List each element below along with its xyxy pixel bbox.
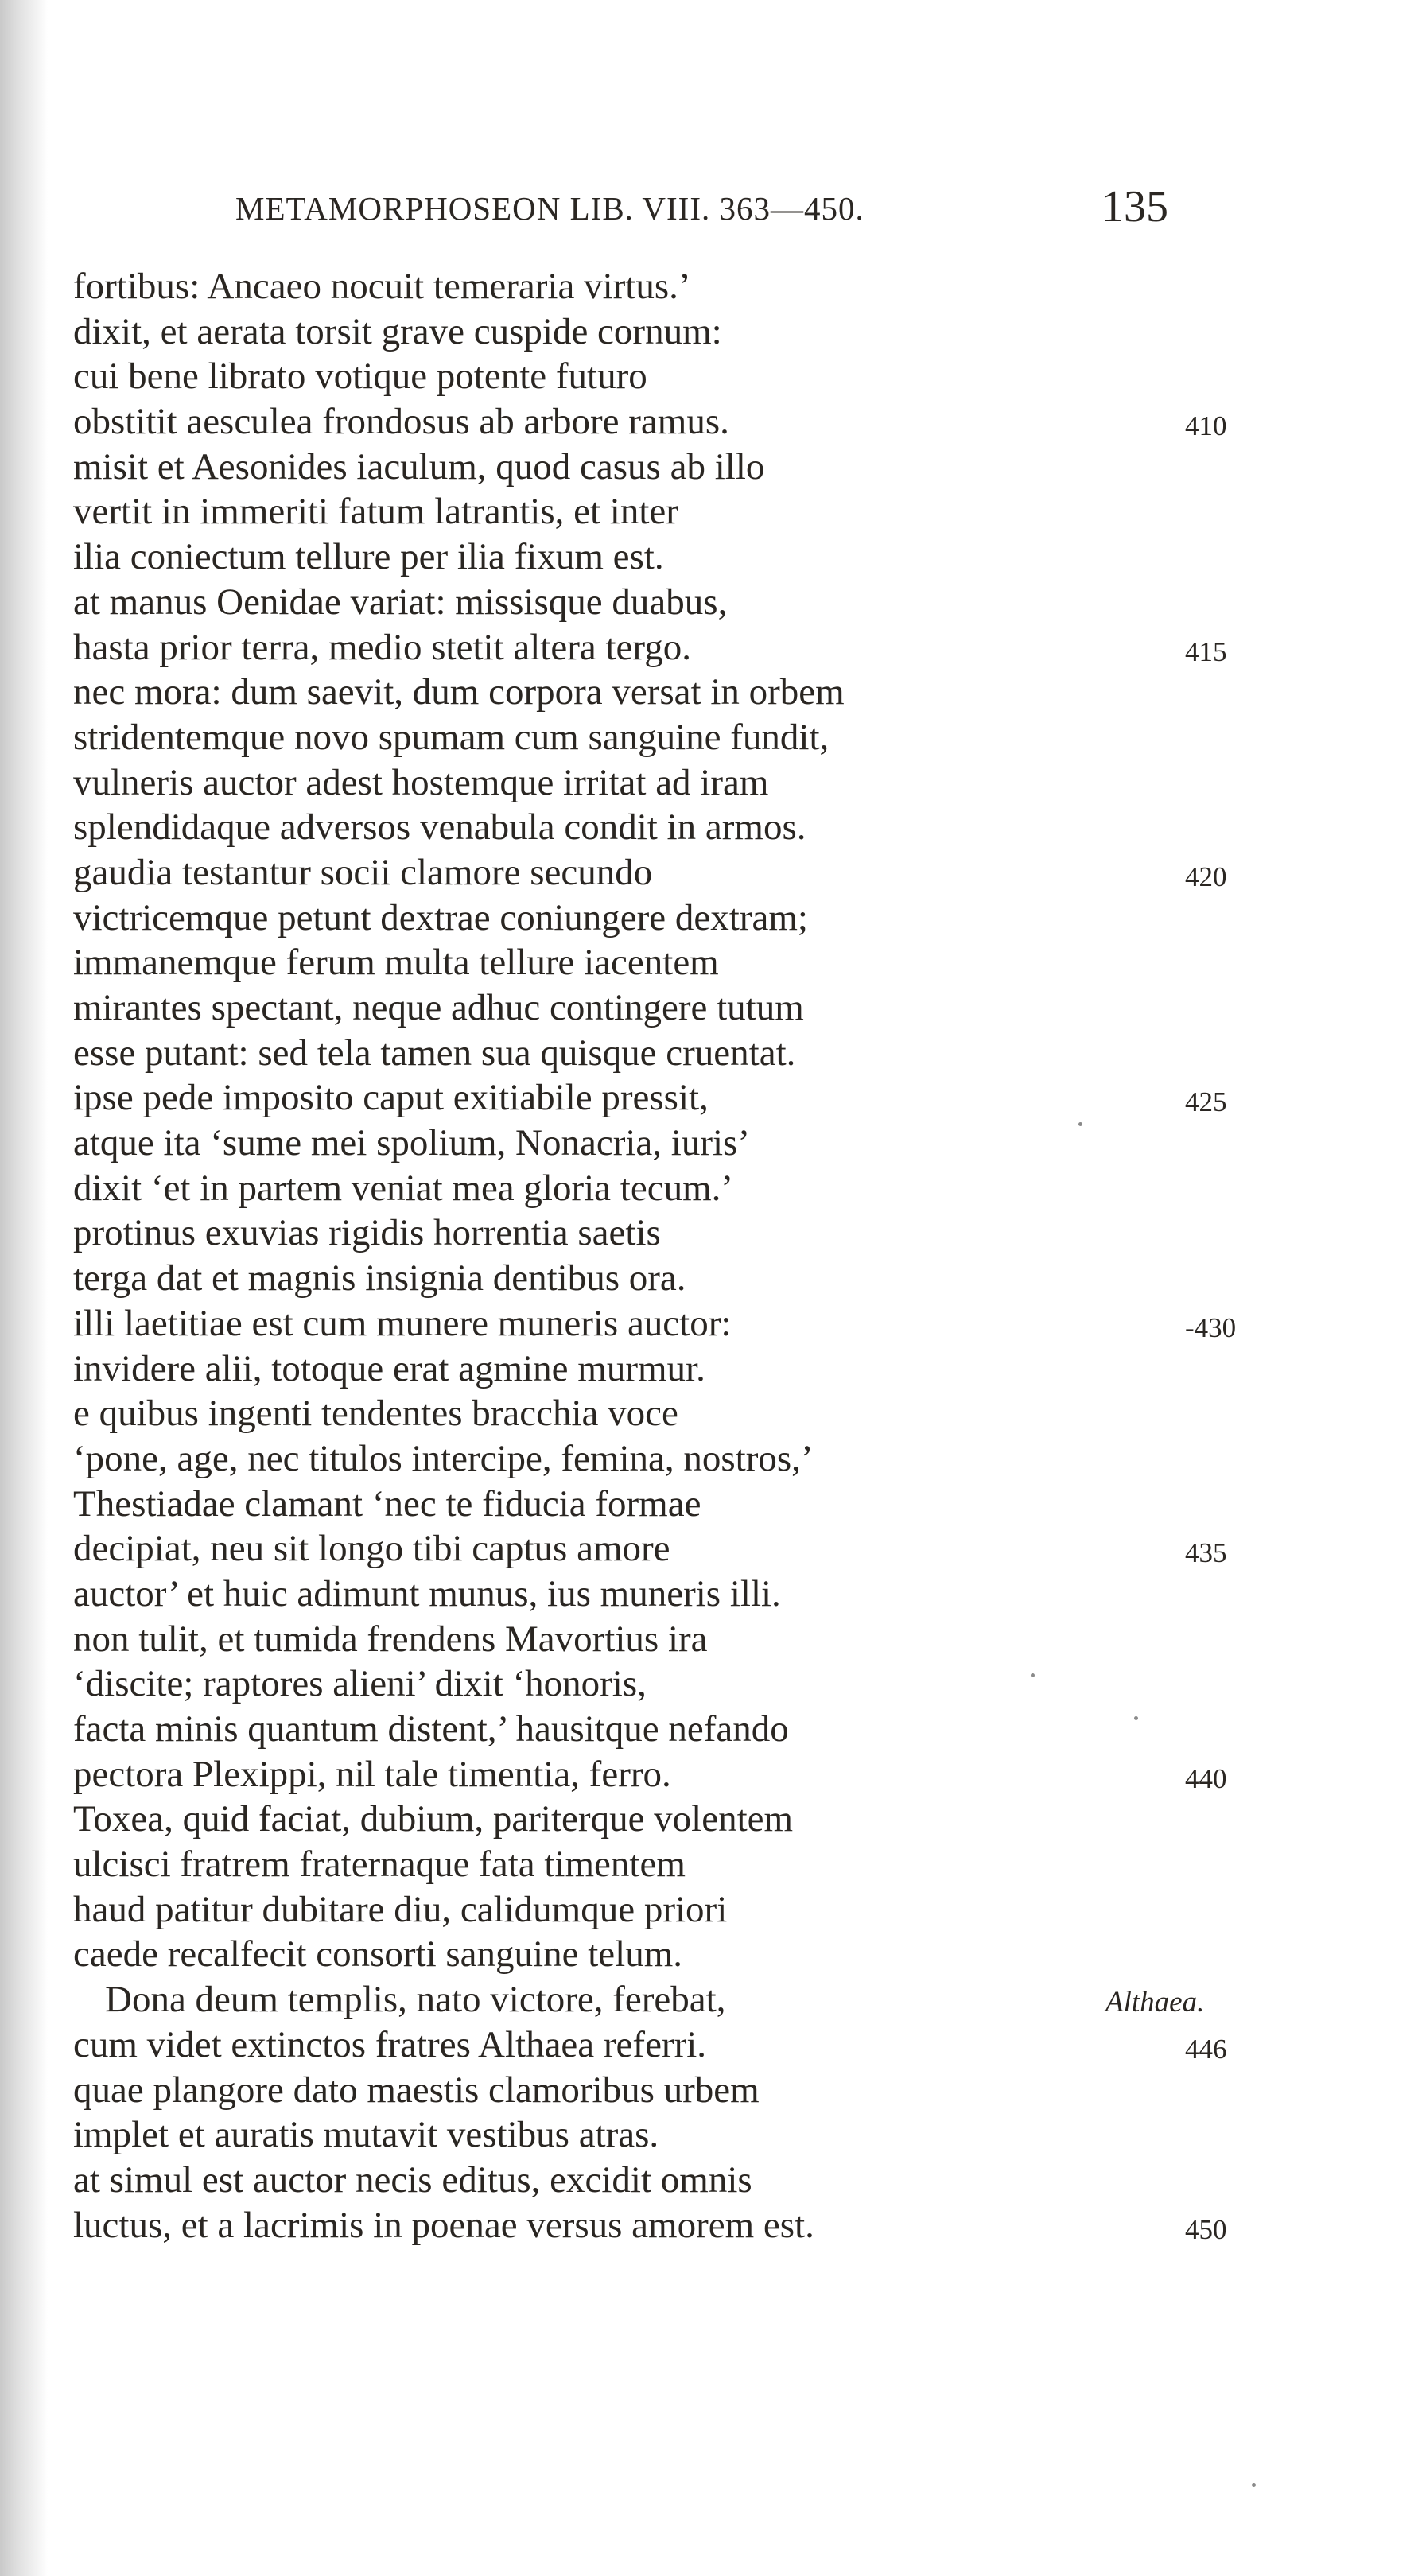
verse-line — [0, 760, 1422, 806]
verse-text: at manus Oenidae variat: missisque duabus, — [73, 581, 728, 623]
verse-text: gaudia testantur socii clamore secundo — [73, 851, 653, 893]
verse-text: cum videt extinctos fratres Althaea referri. — [73, 2023, 707, 2065]
verse-line — [0, 805, 1422, 850]
verse-text: protinus exuvias rigidis horrentia saetis — [73, 1212, 661, 1254]
verse-line — [0, 534, 1422, 580]
verse-line — [0, 580, 1422, 625]
verse-line — [0, 1301, 1422, 1346]
verse-line — [0, 1932, 1422, 1977]
line-number: 450 — [1185, 2213, 1227, 2245]
verse-line — [0, 309, 1422, 355]
verse-line — [0, 264, 1422, 309]
verse-line — [0, 625, 1422, 670]
line-number: 415 — [1185, 635, 1227, 667]
verse-text: luctus, et a lacrimis in poenae versus amorem est. — [73, 2204, 814, 2246]
verse-line — [0, 1482, 1422, 1527]
verse-text: invidere alii, totoque erat agmine murmur. — [73, 1347, 705, 1389]
verse-text: vertit in immeriti fatum latrantis, et inter — [73, 491, 678, 533]
poem-text — [0, 264, 1422, 2248]
scan-speck — [1031, 1673, 1035, 1677]
verse-line — [0, 1346, 1422, 1392]
verse-text: esse putant: sed tela tamen sua quisque cruentat. — [73, 1032, 796, 1074]
verse-line — [0, 2022, 1422, 2068]
verse-line — [0, 489, 1422, 534]
verse-line — [0, 1210, 1422, 1256]
verse-text: quae plangore dato maestis clamoribus urbem — [73, 2069, 760, 2111]
line-number: 420 — [1185, 861, 1227, 892]
verse-line — [0, 715, 1422, 760]
verse-text: misit et Aesonides iaculum, quod casus ab illo — [73, 445, 765, 488]
verse-text: dixit ‘et in partem veniat mea gloria tecum.’ — [73, 1167, 734, 1209]
verse-text: decipiat, neu sit longo tibi captus amore — [73, 1528, 670, 1570]
line-number: 446 — [1185, 2033, 1227, 2065]
verse-line — [0, 1436, 1422, 1482]
verse-text: Thestiadae clamant ‘nec te fiducia formae — [73, 1482, 701, 1525]
verse-text: splendidaque adversos venabula condit in armos. — [73, 806, 806, 849]
verse-text: vulneris auctor adest hostemque irritat ad iram — [73, 761, 769, 803]
verse-text: hasta prior terra, medio stetit altera tergo. — [73, 626, 691, 668]
verse-text: ilia coniectum tellure per ilia fixum est. — [73, 536, 664, 578]
scan-speck — [1252, 2483, 1256, 2487]
verse-text: e quibus ingenti tendentes bracchia voce — [73, 1393, 678, 1435]
verse-text: victricemque petunt dextrae coniungere dextram; — [73, 896, 808, 938]
verse-text: implet et auratis mutavit vestibus atras. — [73, 2114, 659, 2156]
verse-text: atque ita ‘sume mei spolium, Nonacria, iuris’ — [73, 1122, 751, 1164]
verse-text: at simul est auctor necis editus, excidit omnis — [73, 2158, 752, 2201]
verse-line — [0, 2158, 1422, 2203]
verse-line — [0, 1166, 1422, 1211]
marginal-note: Althaea. — [1105, 1986, 1205, 2019]
verse-line — [0, 1707, 1422, 1752]
verse-line — [0, 2203, 1422, 2248]
verse-text: ‘pone, age, nec titulos intercipe, femina, nostros,’ — [73, 1437, 814, 1479]
verse-line — [0, 1797, 1422, 1842]
verse-line — [0, 1887, 1422, 1933]
verse-text: pectora Plexippi, nil tale timentia, ferro. — [73, 1753, 671, 1795]
verse-line — [0, 1752, 1422, 1797]
verse-text: Dona deum templis, nato victore, ferebat, — [105, 1979, 726, 2021]
verse-text: haud patitur dubitare diu, calidumque priori — [73, 1888, 728, 1930]
verse-text: non tulit, et tumida frendens Mavortius ira — [73, 1618, 708, 1660]
verse-line — [0, 1031, 1422, 1076]
verse-line — [0, 1121, 1422, 1166]
scan-speck — [1134, 1716, 1138, 1720]
running-head: METAMORPHOSEON LIB. VIII. 363—450. — [235, 190, 864, 227]
line-number: 440 — [1185, 1762, 1227, 1794]
verse-line — [0, 1661, 1422, 1707]
verse-text: Toxea, quid faciat, dubium, pariterque volentem — [73, 1798, 794, 1840]
scan-speck — [1078, 1122, 1082, 1126]
verse-line — [0, 1842, 1422, 1887]
line-number: 425 — [1185, 1086, 1227, 1118]
verse-text: caede recalfecit consorti sanguine telum. — [73, 1933, 682, 1976]
verse-line — [0, 1256, 1422, 1301]
verse-text: auctor’ et huic adimunt munus, ius muneris illi. — [73, 1572, 781, 1614]
verse-line — [0, 399, 1422, 445]
verse-line — [0, 670, 1422, 715]
verse-line — [0, 354, 1422, 399]
verse-line — [0, 940, 1422, 985]
verse-text: ulcisci fratrem fraternaque fata timentem — [73, 1844, 686, 1886]
verse-text: immanemque ferum multa tellure iacentem — [73, 942, 719, 984]
verse-text: cui bene librato votique potente futuro — [73, 356, 647, 398]
line-number: 410 — [1185, 410, 1227, 442]
verse-text: ‘discite; raptores alieni’ dixit ‘honoris, — [73, 1663, 647, 1705]
verse-line — [0, 850, 1422, 896]
verse-text: obstitit aesculea frondosus ab arbore ramus. — [73, 401, 729, 443]
verse-line — [0, 445, 1422, 490]
verse-line — [0, 1526, 1422, 1572]
verse-text: illi laetitiae est cum munere muneris auctor: — [73, 1302, 732, 1344]
verse-line — [0, 896, 1422, 941]
verse-text: mirantes spectant, neque adhuc contingere tutum — [73, 987, 804, 1028]
verse-line — [0, 1617, 1422, 1662]
verse-text: stridentemque novo spumam cum sanguine fundit, — [73, 716, 830, 758]
verse-line — [0, 1572, 1422, 1617]
verse-text: ipse pede imposito caput exitiabile pressit, — [73, 1077, 709, 1119]
line-number: -430 — [1185, 1311, 1237, 1343]
verse-text: fortibus: Ancaeo nocuit temeraria virtus.’ — [73, 266, 691, 307]
verse-line — [0, 2068, 1422, 2113]
verse-line — [0, 1977, 1422, 2022]
verse-text: terga dat et magnis insignia dentibus ora. — [73, 1257, 686, 1300]
line-number: 435 — [1185, 1537, 1227, 1569]
page-number: 135 — [1101, 182, 1168, 231]
verse-text: dixit, et aerata torsit grave cuspide cornum: — [73, 310, 722, 352]
verse-line — [0, 985, 1422, 1031]
verse-text: facta minis quantum distent,’ hausitque nefando — [73, 1708, 789, 1750]
verse-line — [0, 2112, 1422, 2158]
verse-text: nec mora: dum saevit, dum corpora versat in orbem — [73, 671, 845, 713]
verse-line — [0, 1391, 1422, 1436]
verse-line — [0, 1075, 1422, 1121]
